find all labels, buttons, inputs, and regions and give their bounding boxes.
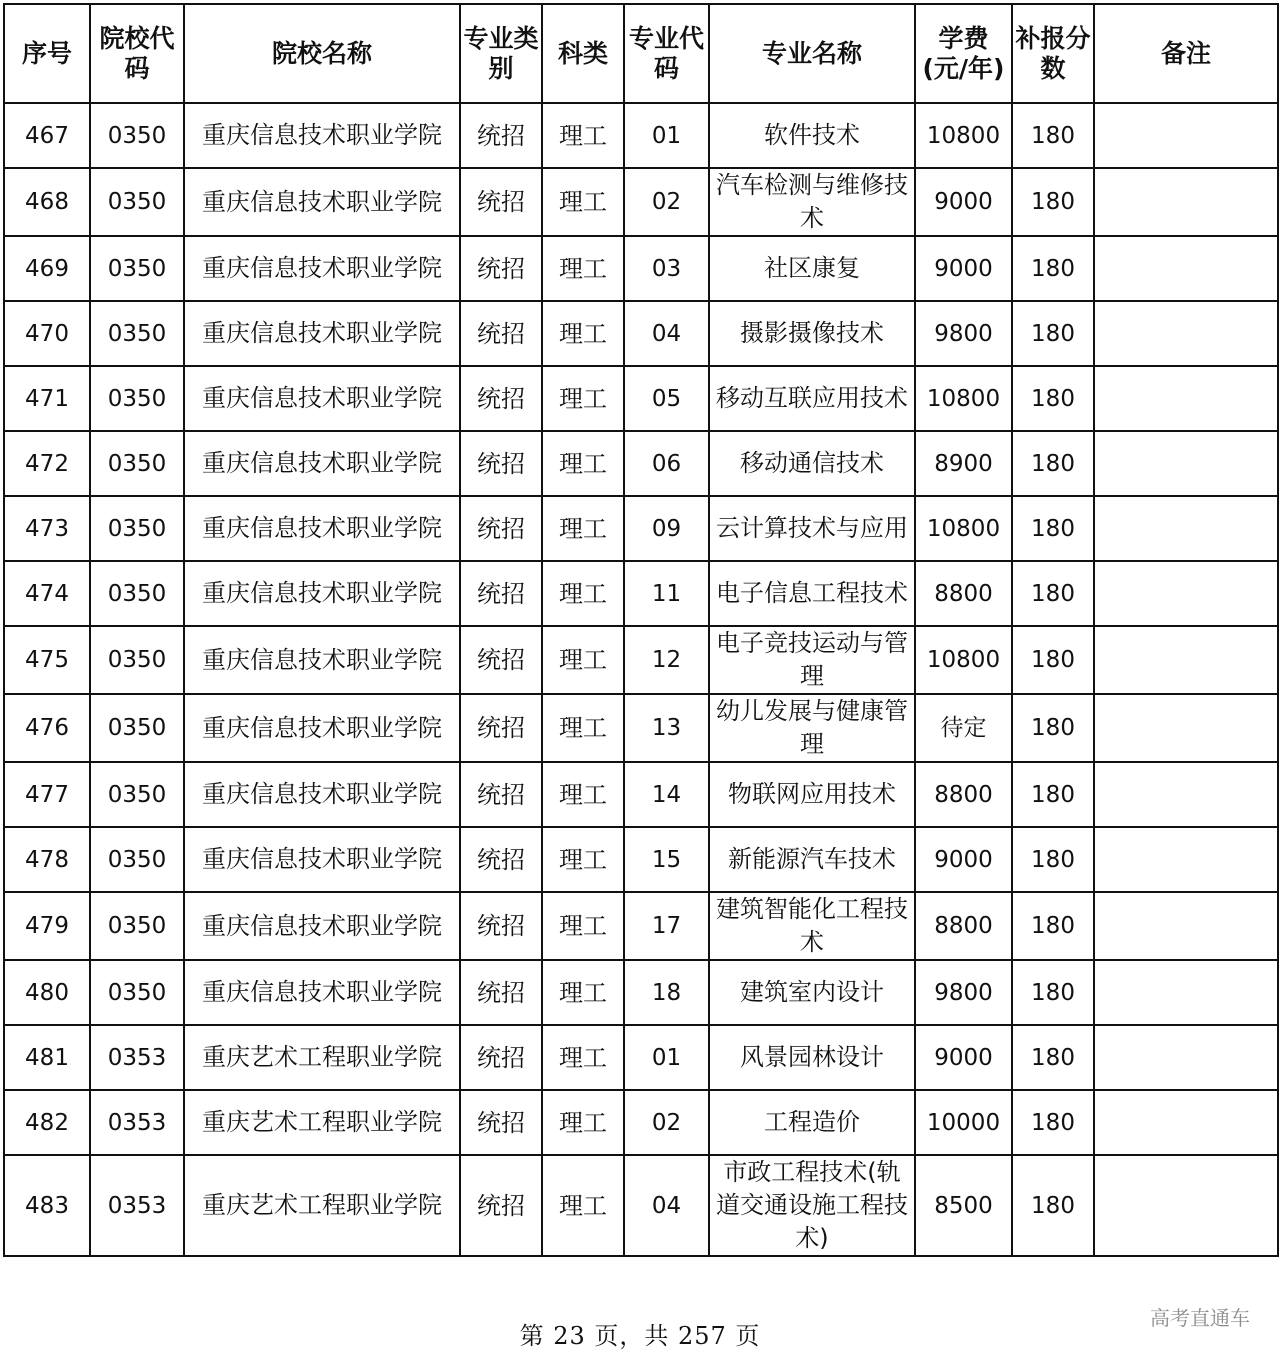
cell-school-name: 重庆信息技术职业学院 [184, 762, 460, 827]
cell-major-code: 14 [624, 762, 709, 827]
cell-subject-type: 理工 [542, 694, 624, 762]
cell-subject-type: 理工 [542, 1025, 624, 1090]
cell-tuition: 9000 [915, 1025, 1012, 1090]
header-score: 补报分数 [1012, 4, 1094, 103]
cell-major-category: 统招 [460, 1025, 542, 1090]
cell-score: 180 [1012, 762, 1094, 827]
cell-remarks [1094, 431, 1278, 496]
cell-school-name: 重庆信息技术职业学院 [184, 236, 460, 301]
cell-index: 476 [4, 694, 90, 762]
cell-score: 180 [1012, 827, 1094, 892]
cell-school-name: 重庆信息技术职业学院 [184, 827, 460, 892]
cell-subject-type: 理工 [542, 496, 624, 561]
header-tuition: 学费(元/年) [915, 4, 1012, 103]
cell-major-category: 统招 [460, 827, 542, 892]
cell-remarks [1094, 496, 1278, 561]
cell-remarks [1094, 1090, 1278, 1155]
cell-remarks [1094, 561, 1278, 626]
table-row [4, 431, 1278, 496]
cell-remarks [1094, 1155, 1278, 1256]
cell-major-name: 新能源汽车技术 [709, 827, 915, 892]
cell-subject-type: 理工 [542, 561, 624, 626]
watermark: 高考直通车 [1150, 1306, 1250, 1330]
cell-tuition: 8800 [915, 762, 1012, 827]
table-row [4, 762, 1278, 827]
cell-subject-type: 理工 [542, 827, 624, 892]
cell-school-code: 0350 [90, 694, 184, 762]
cell-school-code: 0350 [90, 236, 184, 301]
cell-school-code: 0350 [90, 366, 184, 431]
cell-major-name: 电子信息工程技术 [709, 561, 915, 626]
table-row [4, 496, 1278, 561]
cell-major-category: 统招 [460, 694, 542, 762]
cell-tuition: 10800 [915, 626, 1012, 694]
cell-score: 180 [1012, 431, 1094, 496]
cell-major-code: 12 [624, 626, 709, 694]
cell-major-category: 统招 [460, 236, 542, 301]
cell-index: 472 [4, 431, 90, 496]
cell-major-code: 02 [624, 1090, 709, 1155]
cell-major-code: 04 [624, 301, 709, 366]
cell-index: 475 [4, 626, 90, 694]
cell-index: 473 [4, 496, 90, 561]
cell-school-code: 0350 [90, 496, 184, 561]
cell-school-name: 重庆信息技术职业学院 [184, 694, 460, 762]
cell-major-name: 移动互联应用技术 [709, 366, 915, 431]
cell-remarks [1094, 366, 1278, 431]
cell-school-code: 0350 [90, 103, 184, 168]
cell-index: 469 [4, 236, 90, 301]
cell-subject-type: 理工 [542, 1090, 624, 1155]
cell-remarks [1094, 827, 1278, 892]
table-row [4, 561, 1278, 626]
cell-major-name: 电子竞技运动与管理 [709, 626, 915, 694]
header-index: 序号 [4, 4, 90, 103]
cell-tuition: 8900 [915, 431, 1012, 496]
table-row [4, 366, 1278, 431]
cell-school-name: 重庆信息技术职业学院 [184, 168, 460, 236]
cell-tuition: 10800 [915, 103, 1012, 168]
header-major-code: 专业代码 [624, 4, 709, 103]
cell-major-name: 市政工程技术(轨道交通设施工程技术) [709, 1155, 915, 1256]
page-number: 第 23 页，共 257 页 [519, 1322, 761, 1350]
cell-index: 477 [4, 762, 90, 827]
cell-school-name: 重庆信息技术职业学院 [184, 366, 460, 431]
cell-subject-type: 理工 [542, 236, 624, 301]
cell-school-name: 重庆艺术工程职业学院 [184, 1155, 460, 1256]
cell-subject-type: 理工 [542, 762, 624, 827]
cell-score: 180 [1012, 960, 1094, 1025]
cell-school-name: 重庆信息技术职业学院 [184, 496, 460, 561]
cell-score: 180 [1012, 168, 1094, 236]
header-remarks: 备注 [1094, 4, 1278, 103]
cell-score: 180 [1012, 892, 1094, 960]
table-row [4, 301, 1278, 366]
cell-index: 471 [4, 366, 90, 431]
cell-remarks [1094, 301, 1278, 366]
cell-major-category: 统招 [460, 1155, 542, 1256]
cell-major-category: 统招 [460, 431, 542, 496]
cell-school-code: 0350 [90, 431, 184, 496]
table-row [4, 103, 1278, 168]
cell-score: 180 [1012, 561, 1094, 626]
cell-score: 180 [1012, 366, 1094, 431]
cell-major-category: 统招 [460, 762, 542, 827]
cell-major-category: 统招 [460, 496, 542, 561]
cell-tuition: 8500 [915, 1155, 1012, 1256]
cell-index: 482 [4, 1090, 90, 1155]
table-row [4, 236, 1278, 301]
cell-school-name: 重庆艺术工程职业学院 [184, 1090, 460, 1155]
cell-score: 180 [1012, 301, 1094, 366]
cell-tuition: 9000 [915, 236, 1012, 301]
cell-score: 180 [1012, 1090, 1094, 1155]
cell-index: 468 [4, 168, 90, 236]
cell-major-code: 13 [624, 694, 709, 762]
cell-score: 180 [1012, 496, 1094, 561]
cell-major-code: 03 [624, 236, 709, 301]
cell-major-category: 统招 [460, 366, 542, 431]
table-row [4, 168, 1278, 236]
cell-tuition: 10800 [915, 366, 1012, 431]
header-school-code: 院校代码 [90, 4, 184, 103]
cell-major-code: 04 [624, 1155, 709, 1256]
cell-major-category: 统招 [460, 561, 542, 626]
cell-major-category: 统招 [460, 1090, 542, 1155]
cell-subject-type: 理工 [542, 168, 624, 236]
cell-subject-type: 理工 [542, 1155, 624, 1256]
cell-major-name: 物联网应用技术 [709, 762, 915, 827]
cell-school-code: 0353 [90, 1090, 184, 1155]
table-body [4, 103, 1278, 1256]
cell-school-code: 0350 [90, 301, 184, 366]
cell-major-code: 02 [624, 168, 709, 236]
cell-tuition: 10000 [915, 1090, 1012, 1155]
cell-index: 479 [4, 892, 90, 960]
cell-major-code: 01 [624, 103, 709, 168]
cell-school-name: 重庆信息技术职业学院 [184, 431, 460, 496]
header-subject-type: 科类 [542, 4, 624, 103]
cell-remarks [1094, 892, 1278, 960]
table-row [4, 1090, 1278, 1155]
cell-school-code: 0350 [90, 168, 184, 236]
cell-index: 483 [4, 1155, 90, 1256]
cell-index: 467 [4, 103, 90, 168]
table-row [4, 960, 1278, 1025]
cell-tuition: 9800 [915, 960, 1012, 1025]
cell-score: 180 [1012, 1025, 1094, 1090]
cell-school-name: 重庆信息技术职业学院 [184, 892, 460, 960]
cell-remarks [1094, 168, 1278, 236]
cell-school-code: 0350 [90, 762, 184, 827]
cell-score: 180 [1012, 626, 1094, 694]
cell-major-category: 统招 [460, 892, 542, 960]
cell-school-name: 重庆信息技术职业学院 [184, 561, 460, 626]
cell-school-code: 0353 [90, 1025, 184, 1090]
cell-major-name: 摄影摄像技术 [709, 301, 915, 366]
cell-major-code: 06 [624, 431, 709, 496]
cell-score: 180 [1012, 103, 1094, 168]
cell-major-code: 05 [624, 366, 709, 431]
cell-score: 180 [1012, 1155, 1094, 1256]
cell-major-category: 统招 [460, 960, 542, 1025]
cell-major-name: 风景园林设计 [709, 1025, 915, 1090]
admission-table [3, 3, 1279, 1257]
cell-school-code: 0350 [90, 892, 184, 960]
table-row [4, 1025, 1278, 1090]
cell-tuition: 10800 [915, 496, 1012, 561]
cell-tuition: 8800 [915, 892, 1012, 960]
cell-major-code: 18 [624, 960, 709, 1025]
cell-subject-type: 理工 [542, 892, 624, 960]
cell-major-code: 11 [624, 561, 709, 626]
cell-remarks [1094, 626, 1278, 694]
cell-major-category: 统招 [460, 301, 542, 366]
cell-school-name: 重庆信息技术职业学院 [184, 626, 460, 694]
cell-index: 478 [4, 827, 90, 892]
table-row [4, 892, 1278, 960]
cell-remarks [1094, 762, 1278, 827]
cell-index: 481 [4, 1025, 90, 1090]
cell-school-name: 重庆信息技术职业学院 [184, 301, 460, 366]
cell-major-code: 15 [624, 827, 709, 892]
cell-index: 474 [4, 561, 90, 626]
cell-school-code: 0353 [90, 1155, 184, 1256]
cell-major-name: 汽车检测与维修技术 [709, 168, 915, 236]
cell-major-name: 软件技术 [709, 103, 915, 168]
cell-major-name: 移动通信技术 [709, 431, 915, 496]
cell-major-code: 17 [624, 892, 709, 960]
cell-tuition: 9000 [915, 827, 1012, 892]
cell-school-name: 重庆信息技术职业学院 [184, 960, 460, 1025]
cell-school-name: 重庆信息技术职业学院 [184, 103, 460, 168]
cell-tuition: 9800 [915, 301, 1012, 366]
cell-major-name: 云计算技术与应用 [709, 496, 915, 561]
cell-major-name: 工程造价 [709, 1090, 915, 1155]
header-school-name: 院校名称 [184, 4, 460, 103]
cell-school-code: 0350 [90, 960, 184, 1025]
table-row [4, 626, 1278, 694]
cell-index: 480 [4, 960, 90, 1025]
cell-school-code: 0350 [90, 827, 184, 892]
cell-major-name: 社区康复 [709, 236, 915, 301]
header-major-name: 专业名称 [709, 4, 915, 103]
cell-remarks [1094, 103, 1278, 168]
cell-subject-type: 理工 [542, 431, 624, 496]
cell-tuition: 待定 [915, 694, 1012, 762]
cell-remarks [1094, 694, 1278, 762]
cell-school-code: 0350 [90, 561, 184, 626]
cell-subject-type: 理工 [542, 103, 624, 168]
cell-remarks [1094, 236, 1278, 301]
cell-tuition: 8800 [915, 561, 1012, 626]
cell-major-name: 幼儿发展与健康管理 [709, 694, 915, 762]
cell-major-name: 建筑智能化工程技术 [709, 892, 915, 960]
header-major-category: 专业类别 [460, 4, 542, 103]
cell-major-name: 建筑室内设计 [709, 960, 915, 1025]
header-row [4, 4, 1278, 103]
cell-school-code: 0350 [90, 626, 184, 694]
cell-major-category: 统招 [460, 626, 542, 694]
table-row [4, 694, 1278, 762]
cell-subject-type: 理工 [542, 366, 624, 431]
cell-remarks [1094, 1025, 1278, 1090]
cell-major-code: 01 [624, 1025, 709, 1090]
cell-major-code: 09 [624, 496, 709, 561]
cell-index: 470 [4, 301, 90, 366]
cell-subject-type: 理工 [542, 626, 624, 694]
cell-remarks [1094, 960, 1278, 1025]
cell-subject-type: 理工 [542, 301, 624, 366]
cell-school-name: 重庆艺术工程职业学院 [184, 1025, 460, 1090]
table-row [4, 1155, 1278, 1256]
cell-score: 180 [1012, 236, 1094, 301]
cell-score: 180 [1012, 694, 1094, 762]
cell-tuition: 9000 [915, 168, 1012, 236]
table-row [4, 827, 1278, 892]
cell-subject-type: 理工 [542, 960, 624, 1025]
cell-major-category: 统招 [460, 103, 542, 168]
cell-major-category: 统招 [460, 168, 542, 236]
